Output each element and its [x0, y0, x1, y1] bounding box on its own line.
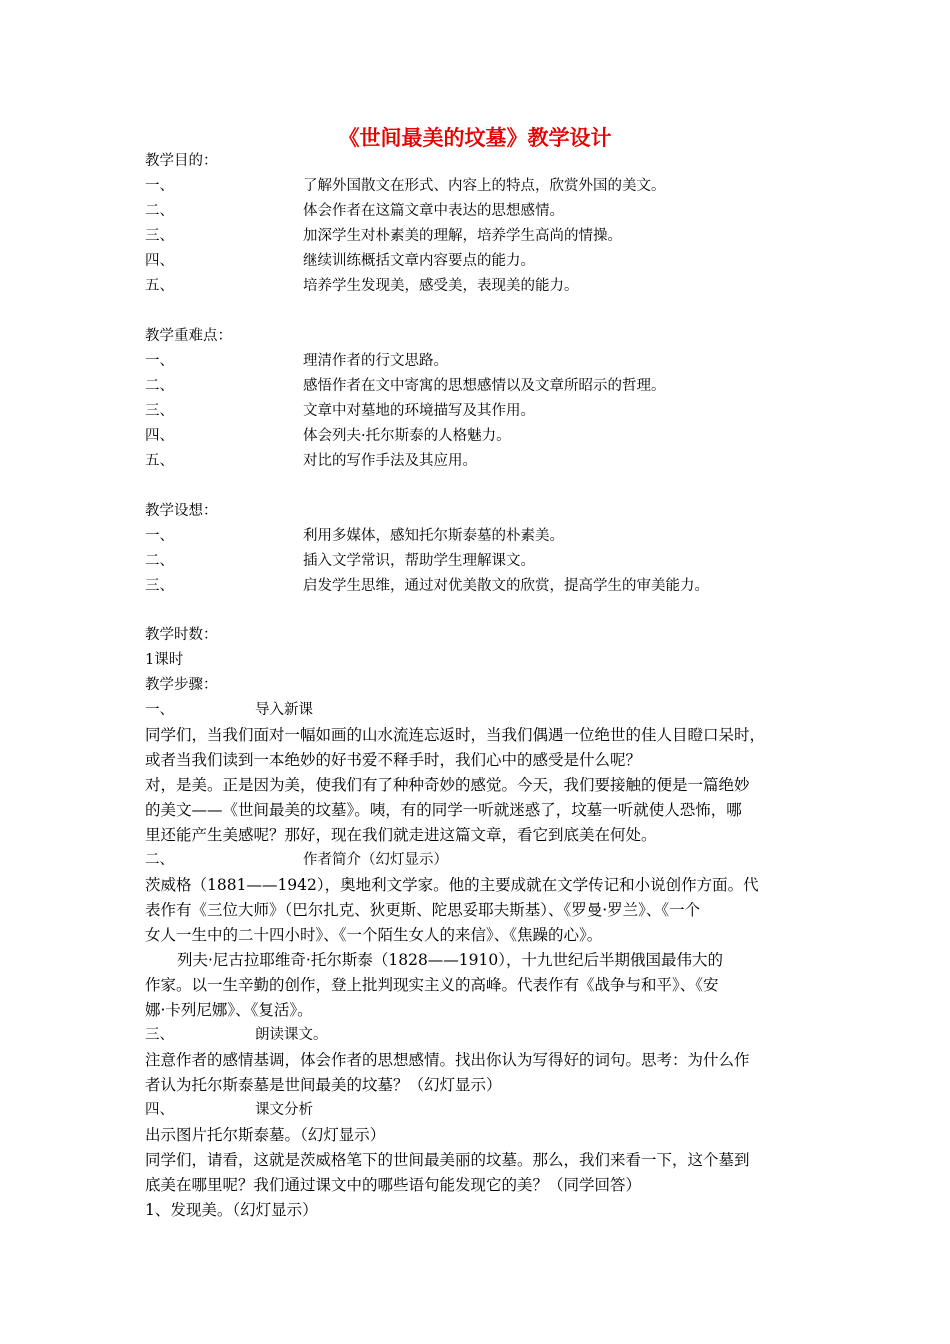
- keypoint-num: 五、: [145, 453, 174, 469]
- keypoint-text: 理清作者的行文思路。: [303, 353, 448, 369]
- step-title: 朗读课文。: [255, 1027, 328, 1043]
- idea-num: 一、: [145, 528, 174, 544]
- keypoint-num: 四、: [145, 428, 174, 444]
- idea-text: 启发学生思维，通过对优美散文的欣赏，提高学生的审美能力。: [303, 578, 709, 594]
- goal-num: 三、: [145, 228, 174, 244]
- step-num: 四、: [145, 1102, 174, 1118]
- goal-num: 二、: [145, 203, 174, 219]
- paragraph-line: 里还能产生美感呢？那好，现在我们就走进这篇文章，看它到底美在何处。: [145, 826, 657, 844]
- step-num: 三、: [145, 1027, 174, 1043]
- paragraph-line: 同学们，当我们面对一幅如画的山水流连忘返时，当我们偶遇一位绝世的佳人目瞪口呆时，: [145, 726, 766, 744]
- page-title: 《世间最美的坟墓》教学设计: [338, 126, 612, 150]
- step-num: 一、: [145, 702, 174, 718]
- paragraph-line: 注意作者的感情基调，体会作者的思想感情。找出你认为写得好的词句。思考：为什么作: [145, 1051, 750, 1069]
- goal-text: 加深学生对朴素美的理解，培养学生高尚的情操。: [303, 228, 622, 244]
- idea-num: 二、: [145, 553, 174, 569]
- goal-text: 体会作者在这篇文章中表达的思想感情。: [303, 203, 564, 219]
- hours-value: 1课时: [145, 652, 184, 668]
- idea-text: 利用多媒体，感知托尔斯泰墓的朴素美。: [303, 528, 564, 544]
- paragraph-line: 或者当我们读到一本绝妙的好书爱不释手时，我们心中的感受是什么呢？: [145, 751, 642, 769]
- keypoints-heading: 教学重难点：: [145, 328, 232, 344]
- goals-heading: 教学目的：: [145, 153, 218, 169]
- paragraph-line: 出示图片托尔斯泰墓。（幻灯显示）: [145, 1126, 386, 1144]
- paragraph-line: 对，是美。正是因为美，使我们有了种种奇妙的感觉。今天，我们要接触的便是一篇绝妙: [145, 776, 750, 794]
- keypoint-num: 三、: [145, 403, 174, 419]
- keypoint-text: 体会列夫·托尔斯泰的人格魅力。: [303, 428, 511, 444]
- step-title: 作者简介（幻灯显示）: [303, 852, 448, 868]
- goal-num: 四、: [145, 253, 174, 269]
- hours-heading: 教学时数：: [145, 627, 218, 643]
- ideas-heading: 教学设想：: [145, 503, 218, 519]
- goal-text: 继续训练概括文章内容要点的能力。: [303, 253, 535, 269]
- step-title: 导入新课: [255, 702, 313, 718]
- goal-text: 培养学生发现美，感受美，表现美的能力。: [303, 278, 579, 294]
- keypoint-text: 对比的写作手法及其应用。: [303, 453, 477, 469]
- paragraph-line: 同学们，请看，这就是茨威格笔下的世间最美丽的坟墓。那么，我们来看一下，这个墓到: [145, 1151, 750, 1169]
- step-title: 课文分析: [255, 1102, 313, 1118]
- paragraph-line: 列夫·尼古拉耶维奇·托尔斯泰（1828——1910），十九世纪后半期俄国最伟大的: [177, 951, 723, 969]
- paragraph-line: 底美在哪里呢？我们通过课文中的哪些语句能发现它的美？（同学回答）: [145, 1176, 642, 1194]
- paragraph-line: 女人一生中的二十四小时》、《一个陌生女人的来信》、《焦躁的心》。: [145, 926, 603, 944]
- paragraph-line: 茨威格（1881——1942），奥地利文学家。他的主要成就在文学传记和小说创作方面。代: [145, 876, 759, 894]
- idea-num: 三、: [145, 578, 174, 594]
- paragraph-line: 作家。以一生辛勤的创作，登上批判现实主义的高峰。代表作有《战争与和平》、《安: [145, 976, 719, 994]
- step-num: 二、: [145, 852, 174, 868]
- paragraph-line: 1、发现美。（幻灯显示）: [145, 1201, 318, 1219]
- idea-text: 插入文学常识，帮助学生理解课文。: [303, 553, 535, 569]
- paragraph-line: 的美文——《世间最美的坟墓》。咦，有的同学一听就迷惑了，坟墓一听就使人恐怖，哪: [145, 801, 742, 819]
- steps-heading: 教学步骤：: [145, 677, 218, 693]
- goal-text: 了解外国散文在形式、内容上的特点，欣赏外国的美文。: [303, 178, 666, 194]
- goal-num: 五、: [145, 278, 174, 294]
- keypoint-text: 文章中对墓地的环境描写及其作用。: [303, 403, 535, 419]
- goal-num: 一、: [145, 178, 174, 194]
- keypoint-text: 感悟作者在文中寄寓的思想感情以及文章所昭示的哲理。: [303, 378, 666, 394]
- keypoint-num: 二、: [145, 378, 174, 394]
- paragraph-line: 者认为托尔斯泰墓是世间最美的坟墓？（幻灯显示）: [145, 1076, 502, 1094]
- paragraph-line: 表作有《三位大师》（巴尔扎克、狄更斯、陀思妥耶夫斯基）、《罗曼·罗兰》、《一个: [145, 901, 701, 919]
- keypoint-num: 一、: [145, 353, 174, 369]
- paragraph-line: 娜·卡列尼娜》、《复活》。: [145, 1001, 313, 1019]
